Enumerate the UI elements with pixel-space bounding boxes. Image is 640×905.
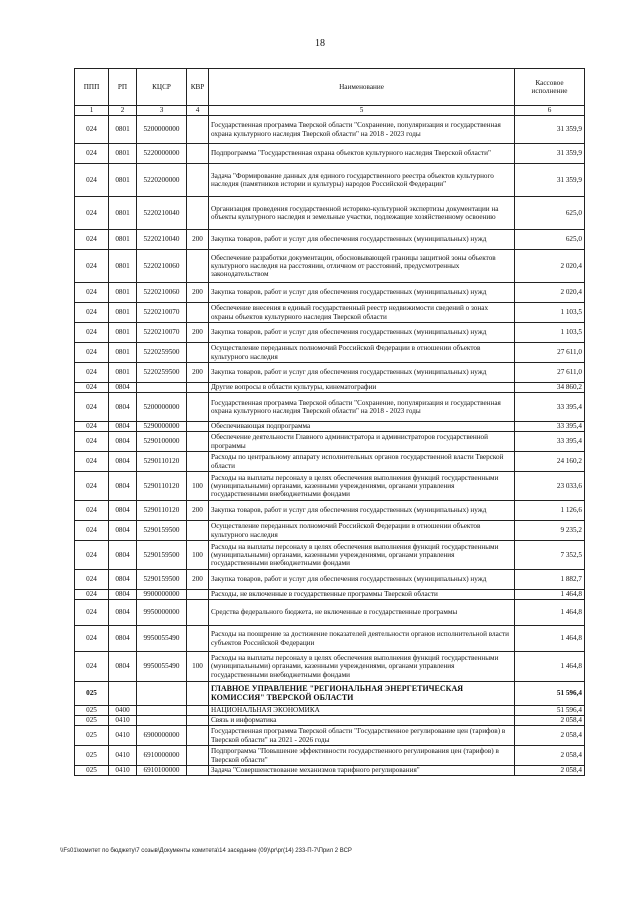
budget-execution-table: [74, 68, 585, 776]
cell-ppp: 024: [75, 144, 109, 164]
table-row: [75, 746, 585, 766]
cell-kvr: 100: [187, 541, 209, 570]
cell-ppp: 025: [75, 706, 109, 716]
cell-kcsr: 9950000000: [137, 600, 187, 626]
table-header-row: [75, 69, 585, 106]
cell-rp: 0801: [109, 303, 137, 323]
cell-kcsr: 5200000000: [137, 116, 187, 144]
cell-name: Расходы на выплаты персоналу в целях обеспечения выполнения функций государственными (муниципальными) органами, казенными учреждениями, органами управления государственными внебюджетными фондами: [209, 472, 515, 501]
cell-ppp: 024: [75, 383, 109, 393]
cell-amount: 1 103,5: [515, 303, 585, 323]
cell-name: Расходы на выплаты персоналу в целях обеспечения выполнения функций государственными (муниципальными) органами, казенными учреждениями, органами управления государственными внебюджетными фондами: [209, 652, 515, 682]
cell-kcsr: [137, 706, 187, 716]
cell-kvr: [187, 590, 209, 600]
cell-rp: 0801: [109, 116, 137, 144]
header-amount: Кассовое исполнение: [515, 69, 585, 106]
column-number: 2: [109, 106, 137, 116]
table-row: [75, 323, 585, 343]
cell-rp: 0801: [109, 343, 137, 363]
header-rp: РП: [109, 69, 137, 106]
cell-rp: 0410: [109, 716, 137, 726]
table-body: [75, 116, 585, 776]
cell-kvr: 200: [187, 570, 209, 590]
table-row: [75, 283, 585, 303]
cell-kvr: [187, 600, 209, 626]
cell-name: Закупка товаров, работ и услуг для обеспечения государственных (муниципальных) нужд: [209, 501, 515, 521]
cell-name: Осуществление переданных полномочий Российской Федерации в отношении объектов культурного наследия: [209, 343, 515, 363]
cell-kvr: [187, 164, 209, 197]
cell-kcsr: [137, 682, 187, 706]
cell-name: Расходы по центральному аппарату исполнительных органов государственной власти Тверской области: [209, 452, 515, 472]
table-row: [75, 521, 585, 541]
table-row: [75, 432, 585, 452]
cell-name: Расходы на выплаты персоналу в целях обеспечения выполнения функций государственными (муниципальными) органами, казенными учреждениями, органами управления государственными внебюджетными фондами: [209, 541, 515, 570]
cell-ppp: 024: [75, 521, 109, 541]
cell-name: Государственная программа Тверской области "Сохранение, популяризация и государственная охрана культурного наследия Тверской области" на 2018 - 2023 годы: [209, 116, 515, 144]
cell-amount: 1 464,8: [515, 600, 585, 626]
column-number: 1: [75, 106, 109, 116]
cell-name: Закупка товаров, работ и услуг для обеспечения государственных (муниципальных) нужд: [209, 283, 515, 303]
cell-kcsr: 5220210040: [137, 230, 187, 250]
cell-amount: 2 058,4: [515, 746, 585, 766]
cell-name: Обеспечивающая подпрограмма: [209, 422, 515, 432]
cell-amount: 2 058,4: [515, 726, 585, 746]
cell-kvr: [187, 521, 209, 541]
cell-kcsr: 5220210060: [137, 283, 187, 303]
table-row: [75, 600, 585, 626]
cell-amount: 1 882,7: [515, 570, 585, 590]
cell-ppp: 025: [75, 716, 109, 726]
table-row: [75, 250, 585, 283]
cell-name: Другие вопросы в области культуры, кинематографии: [209, 383, 515, 393]
cell-amount: 27 611,0: [515, 343, 585, 363]
cell-kvr: [187, 250, 209, 283]
cell-amount: 9 235,2: [515, 521, 585, 541]
cell-name: ГЛАВНОЕ УПРАВЛЕНИЕ "РЕГИОНАЛЬНАЯ ЭНЕРГЕТИЧЕСКАЯ КОМИССИЯ" ТВЕРСКОЙ ОБЛАСТИ: [209, 682, 515, 706]
cell-ppp: 024: [75, 541, 109, 570]
cell-rp: 0804: [109, 541, 137, 570]
cell-kvr: [187, 432, 209, 452]
cell-amount: 1 464,8: [515, 590, 585, 600]
cell-kvr: [187, 746, 209, 766]
table-row: [75, 343, 585, 363]
table-row: [75, 164, 585, 197]
cell-amount: 2 058,4: [515, 716, 585, 726]
cell-rp: 0804: [109, 600, 137, 626]
cell-ppp: 024: [75, 283, 109, 303]
cell-kcsr: 5220259500: [137, 343, 187, 363]
cell-rp: 0801: [109, 230, 137, 250]
cell-amount: 31 359,9: [515, 164, 585, 197]
cell-amount: 31 359,9: [515, 144, 585, 164]
table-row: [75, 452, 585, 472]
table-row: [75, 383, 585, 393]
table-row: [75, 726, 585, 746]
cell-name: Расходы, не включенные в государственные программы Тверской области: [209, 590, 515, 600]
cell-kvr: [187, 626, 209, 652]
cell-kcsr: 6900000000: [137, 726, 187, 746]
cell-kcsr: 5290100000: [137, 432, 187, 452]
cell-kcsr: 9950055490: [137, 626, 187, 652]
cell-kvr: 100: [187, 472, 209, 501]
cell-ppp: 024: [75, 472, 109, 501]
cell-amount: 23 033,6: [515, 472, 585, 501]
cell-kcsr: 5220000000: [137, 144, 187, 164]
cell-amount: 1 126,6: [515, 501, 585, 521]
cell-name: Подпрограмма "Повышение эффективности государственного регулирования цен (тарифов) в Тверской области": [209, 746, 515, 766]
cell-name: Государственная программа Тверской области "Государственное регулирование цен (тарифов) в Тверской области" на 2021 - 2026 годы: [209, 726, 515, 746]
table-row: [75, 570, 585, 590]
table-row: [75, 197, 585, 230]
cell-rp: 0801: [109, 250, 137, 283]
cell-kvr: [187, 716, 209, 726]
cell-rp: 0801: [109, 323, 137, 343]
cell-kcsr: 5220200000: [137, 164, 187, 197]
cell-rp: 0804: [109, 521, 137, 541]
cell-ppp: 025: [75, 746, 109, 766]
cell-name: Осуществление переданных полномочий Российской Федерации в отношении объектов культурного наследия: [209, 521, 515, 541]
cell-amount: 1 464,8: [515, 652, 585, 682]
cell-amount: 51 596,4: [515, 682, 585, 706]
cell-rp: 0804: [109, 652, 137, 682]
cell-name: Закупка товаров, работ и услуг для обеспечения государственных (муниципальных) нужд: [209, 230, 515, 250]
file-path-footer: \\Fs01\комитет по бюджету\7 созыв\Документы комитета\14 заседание (09)\pr\pr(14) 233-П-7\Прил 2 ВСР: [60, 848, 352, 854]
cell-rp: 0410: [109, 766, 137, 776]
cell-amount: 33 395,4: [515, 422, 585, 432]
cell-ppp: 025: [75, 682, 109, 706]
cell-ppp: 024: [75, 303, 109, 323]
cell-rp: 0804: [109, 590, 137, 600]
table-row: [75, 363, 585, 383]
cell-rp: 0801: [109, 283, 137, 303]
cell-kcsr: 5200000000: [137, 393, 187, 422]
column-number: 4: [187, 106, 209, 116]
cell-kvr: [187, 197, 209, 230]
cell-rp: 0804: [109, 422, 137, 432]
cell-kcsr: 5290110120: [137, 452, 187, 472]
cell-kvr: [187, 303, 209, 323]
table-row: [75, 716, 585, 726]
cell-ppp: 024: [75, 343, 109, 363]
cell-rp: 0410: [109, 746, 137, 766]
cell-ppp: 024: [75, 116, 109, 144]
cell-name: Закупка товаров, работ и услуг для обеспечения государственных (муниципальных) нужд: [209, 363, 515, 383]
cell-rp: 0804: [109, 626, 137, 652]
cell-name: Задача "Формирование данных для единого государственного реестра объектов культурного наследия (памятников истории и культуры) народов Российской Федерации": [209, 164, 515, 197]
cell-ppp: 025: [75, 766, 109, 776]
cell-amount: 1 103,5: [515, 323, 585, 343]
cell-kvr: 200: [187, 501, 209, 521]
cell-name: Расходы на поощрение за достижение показателей деятельности органов исполнительной власти субъектов Российской Федерации: [209, 626, 515, 652]
cell-ppp: 024: [75, 570, 109, 590]
cell-kvr: [187, 393, 209, 422]
page-number: 18: [315, 38, 325, 49]
cell-kvr: [187, 452, 209, 472]
cell-kvr: [187, 383, 209, 393]
cell-rp: 0801: [109, 164, 137, 197]
cell-kcsr: 5290110120: [137, 501, 187, 521]
cell-kcsr: [137, 716, 187, 726]
table-row: [75, 422, 585, 432]
cell-name: Средства федерального бюджета, не включенные в государственные программы: [209, 600, 515, 626]
column-number: 6: [515, 106, 585, 116]
cell-amount: 33 395,4: [515, 432, 585, 452]
cell-rp: 0410: [109, 726, 137, 746]
cell-kcsr: 5290110120: [137, 472, 187, 501]
cell-rp: 0804: [109, 501, 137, 521]
cell-amount: 33 395,4: [515, 393, 585, 422]
table-row: [75, 766, 585, 776]
cell-ppp: 024: [75, 250, 109, 283]
cell-ppp: 024: [75, 652, 109, 682]
cell-ppp: 024: [75, 197, 109, 230]
cell-ppp: 024: [75, 600, 109, 626]
cell-kvr: [187, 422, 209, 432]
cell-ppp: 024: [75, 323, 109, 343]
cell-amount: 51 596,4: [515, 706, 585, 716]
cell-ppp: 024: [75, 452, 109, 472]
cell-kvr: 200: [187, 230, 209, 250]
cell-rp: 0400: [109, 706, 137, 716]
cell-kcsr: 6910000000: [137, 746, 187, 766]
cell-kvr: 200: [187, 363, 209, 383]
cell-amount: 625,0: [515, 197, 585, 230]
cell-ppp: 024: [75, 230, 109, 250]
cell-rp: 0801: [109, 363, 137, 383]
cell-kvr: [187, 706, 209, 716]
table-row: [75, 501, 585, 521]
table-row: [75, 682, 585, 706]
cell-amount: 2 020,4: [515, 283, 585, 303]
cell-name: Организация проведения государственной историко-культурной экспертизы документации на объекты культурного наследия и земельные участки, подлежащие хозяйственному освоению: [209, 197, 515, 230]
table-row: [75, 230, 585, 250]
cell-kcsr: 5290000000: [137, 422, 187, 432]
cell-rp: 0801: [109, 144, 137, 164]
cell-name: Закупка товаров, работ и услуг для обеспечения государственных (муниципальных) нужд: [209, 570, 515, 590]
cell-amount: 625,0: [515, 230, 585, 250]
cell-ppp: 024: [75, 164, 109, 197]
cell-amount: 27 611,0: [515, 363, 585, 383]
cell-rp: 0804: [109, 383, 137, 393]
cell-rp: 0801: [109, 197, 137, 230]
cell-amount: 7 352,5: [515, 541, 585, 570]
cell-name: Связь и информатика: [209, 716, 515, 726]
cell-kvr: [187, 343, 209, 363]
cell-amount: 34 860,2: [515, 383, 585, 393]
table-row: [75, 472, 585, 501]
column-number-row: [75, 106, 585, 116]
cell-kcsr: 5220210070: [137, 323, 187, 343]
cell-name: Закупка товаров, работ и услуг для обеспечения государственных (муниципальных) нужд: [209, 323, 515, 343]
column-number: 5: [209, 106, 515, 116]
cell-name: Задача "Совершенствование механизмов тарифного регулирования": [209, 766, 515, 776]
cell-name: Подпрограмма "Государственная охрана объектов культурного наследия Тверской области": [209, 144, 515, 164]
cell-kcsr: 5220210060: [137, 250, 187, 283]
table-row: [75, 590, 585, 600]
cell-ppp: 025: [75, 726, 109, 746]
cell-ppp: 024: [75, 363, 109, 383]
cell-rp: 0804: [109, 393, 137, 422]
cell-amount: 24 160,2: [515, 452, 585, 472]
cell-ppp: 024: [75, 626, 109, 652]
cell-rp: 0804: [109, 472, 137, 501]
cell-kvr: [187, 726, 209, 746]
cell-rp: 0804: [109, 570, 137, 590]
cell-kvr: [187, 116, 209, 144]
header-name: Наименование: [209, 69, 515, 106]
cell-name: Обеспечение внесения в единый государственный реестр недвижимости сведений о зонах охраны объектов культурного наследия Тверской области: [209, 303, 515, 323]
cell-name: Обеспечение деятельности Главного администратора и администраторов государственной программы: [209, 432, 515, 452]
cell-kvr: [187, 682, 209, 706]
cell-kcsr: 5220259500: [137, 363, 187, 383]
cell-amount: 2 058,4: [515, 766, 585, 776]
table-row: [75, 652, 585, 682]
cell-kcsr: 9950055490: [137, 652, 187, 682]
cell-rp: 0804: [109, 432, 137, 452]
cell-name: Государственная программа Тверской области "Сохранение, популяризация и государственная охрана культурного наследия Тверской области" на 2018 - 2023 годы: [209, 393, 515, 422]
table-row: [75, 393, 585, 422]
table-row: [75, 303, 585, 323]
cell-ppp: 024: [75, 432, 109, 452]
table-row: [75, 706, 585, 716]
cell-kvr: 100: [187, 652, 209, 682]
table-row: [75, 116, 585, 144]
cell-amount: 1 464,8: [515, 626, 585, 652]
cell-ppp: 024: [75, 393, 109, 422]
cell-name: НАЦИОНАЛЬНАЯ ЭКОНОМИКА: [209, 706, 515, 716]
cell-ppp: 024: [75, 590, 109, 600]
cell-kcsr: 5290159500: [137, 521, 187, 541]
table-row: [75, 144, 585, 164]
cell-kvr: [187, 144, 209, 164]
cell-rp: 0804: [109, 452, 137, 472]
cell-amount: 31 359,9: [515, 116, 585, 144]
column-number: 3: [137, 106, 187, 116]
cell-kvr: 200: [187, 283, 209, 303]
table-row: [75, 626, 585, 652]
cell-kcsr: 5220210040: [137, 197, 187, 230]
cell-ppp: 024: [75, 422, 109, 432]
cell-kvr: [187, 766, 209, 776]
cell-kcsr: 6910100000: [137, 766, 187, 776]
header-kvr: КВР: [187, 69, 209, 106]
cell-kcsr: [137, 383, 187, 393]
cell-amount: 2 020,4: [515, 250, 585, 283]
cell-name: Обеспечение разработки документации, обосновывающей границы защитной зоны объектов культурного наследия на расстоянии, отличном от расстояний, предусмотренных законодательством: [209, 250, 515, 283]
cell-rp: [109, 682, 137, 706]
cell-kcsr: 5290159500: [137, 570, 187, 590]
cell-kvr: 200: [187, 323, 209, 343]
header-kcsr: КЦСР: [137, 69, 187, 106]
cell-ppp: 024: [75, 501, 109, 521]
table-row: [75, 541, 585, 570]
cell-kcsr: 9900000000: [137, 590, 187, 600]
header-ppp: ППП: [75, 69, 109, 106]
cell-kcsr: 5220210070: [137, 303, 187, 323]
cell-kcsr: 5290159500: [137, 541, 187, 570]
